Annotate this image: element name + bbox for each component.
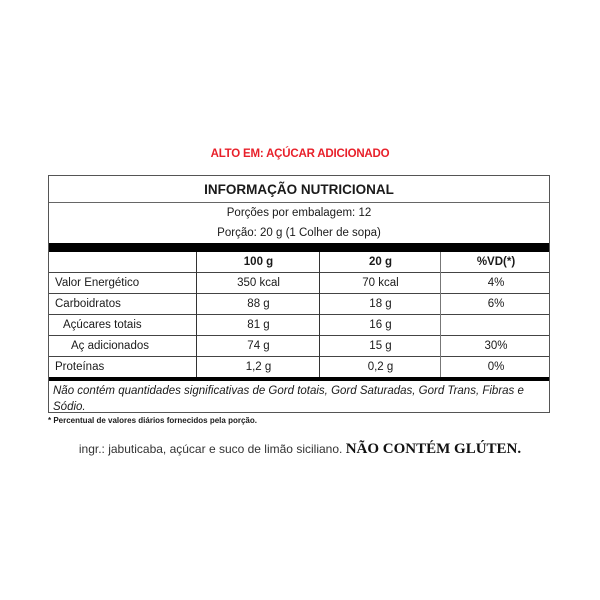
column-header-100g: 100 g	[243, 256, 274, 268]
gluten-free-statement: NÃO CONTÉM GLÚTEN.	[345, 441, 522, 457]
value-100g: 88 g	[247, 298, 270, 310]
table-row	[49, 357, 549, 377]
value-100g: 1,2 g	[245, 361, 272, 373]
value-100g: 81 g	[247, 319, 270, 331]
value-dv: 0%	[487, 361, 505, 373]
value-dv: 4%	[487, 277, 505, 289]
column-divider	[440, 252, 441, 377]
column-header-dv: %VD(*)	[476, 256, 516, 268]
serving-size: Porção: 20 g (1 Colher de sopa)	[217, 227, 381, 239]
table-title: INFORMAÇÃO NUTRICIONAL	[49, 176, 549, 203]
value-serving: 70 kcal	[362, 277, 399, 289]
table-row	[49, 273, 549, 294]
column-header-20g: 20 g	[368, 256, 392, 268]
column-header	[55, 252, 195, 272]
value-serving: 0,2 g	[367, 361, 394, 373]
not-significant-note: Não contém quantidades significativas de Gord totais, Gord Saturadas, Gord Trans, Fibras e Sódio.	[53, 385, 524, 413]
nutrient-label: Carboidratos	[55, 298, 121, 310]
value-dv: 6%	[487, 298, 505, 310]
table-row	[49, 336, 549, 357]
column-divider	[196, 252, 197, 377]
nutrient-grid	[49, 252, 549, 377]
column-header-row	[49, 252, 549, 273]
table-row	[49, 315, 549, 336]
servings-per-package: Porções por embalagem: 12	[226, 207, 372, 219]
divider-bar	[49, 377, 549, 381]
divider-bar	[49, 243, 549, 252]
value-dv: 30%	[484, 340, 508, 352]
daily-value-footnote: * Percentual de valores diários fornecidos pela porção.	[48, 416, 257, 425]
value-serving: 16 g	[369, 319, 392, 331]
nutrient-label: Valor Energético	[55, 277, 140, 289]
column-divider	[319, 252, 320, 377]
nutrient-label: Açúcares totais	[63, 319, 142, 331]
value-100g: 74 g	[247, 340, 270, 352]
nutrition-facts-table	[48, 175, 550, 413]
high-in-added-sugar-warning: ALTO EM: AÇÚCAR ADICIONADO	[210, 148, 390, 160]
value-dv	[441, 315, 551, 335]
ingredients-text: ingr.: jabuticaba, açúcar e suco de limão siciliano.	[78, 442, 343, 456]
value-serving: 15 g	[369, 340, 392, 352]
ingredients-line	[0, 441, 600, 458]
nutrient-label: Proteínas	[55, 361, 105, 373]
value-100g: 350 kcal	[237, 277, 280, 289]
value-serving: 18 g	[369, 298, 392, 310]
table-row	[49, 294, 549, 315]
nutrient-label: Aç adicionados	[71, 340, 149, 352]
